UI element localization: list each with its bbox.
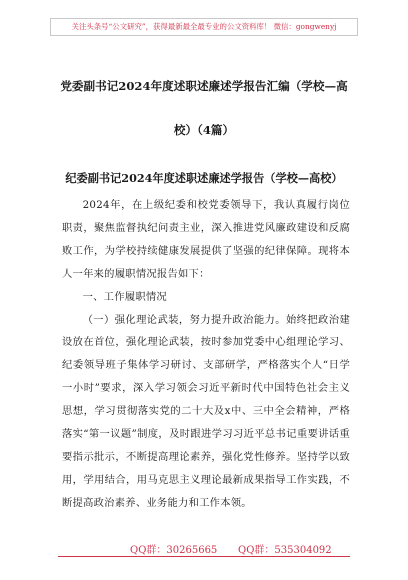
qq-group-1: QQ群：30265665 bbox=[130, 545, 218, 556]
report-subtitle: 纪委副书记2024年度述职述廉述学报告（学校—高校） bbox=[65, 171, 343, 185]
report-body bbox=[62, 194, 350, 515]
section-heading: 一、工作履职情况 bbox=[82, 290, 167, 303]
header-banner: 关注头条号“公文研究”，获得最新最全最专业的公文资料库！ 微信：gongwenyj bbox=[50, 18, 358, 36]
qq-group-2: QQ群：535304092 bbox=[238, 545, 332, 556]
body-paragraph: （一）强化理论武装，努力提升政治能力。始终把政治建设放在首位，强化理论武装，按时参加党委中心组理论学习、纪委领导班子集体学习研讨、支部研学，严格落实个人“日学一小时”要求，深入学习领会习近平新时代中国特色社会主义思想，学习贯彻落实党的二十大及x中、三中全会精神，严格落实“第一议题”制度，及时跟进学习习近平总书记重要讲话重要指示批示，不断提高理论素养，强化党性修养。坚持学以致用，学用结合，用马克思主义理论最新成果指导工作实践，不断提高政治素养、业务能力和工作本领。 bbox=[62, 313, 350, 509]
footer-divider bbox=[58, 556, 350, 557]
document-title-line-1: 党委副书记2024年度述职述廉述学报告汇编（学校—高 bbox=[60, 79, 348, 93]
intro-paragraph: 2024年，在上级纪委和校党委领导下，我认真履行岗位职责，聚焦监督执纪问责主业，深入推进党风廉政建设和反腐败工作，为学校持续健康发展提供了坚强的纪律保障。现将本人一年来的履职情况报告如下： bbox=[62, 199, 350, 280]
document-title-line-2: 校）（4篇） bbox=[173, 123, 235, 137]
footer bbox=[0, 541, 408, 557]
